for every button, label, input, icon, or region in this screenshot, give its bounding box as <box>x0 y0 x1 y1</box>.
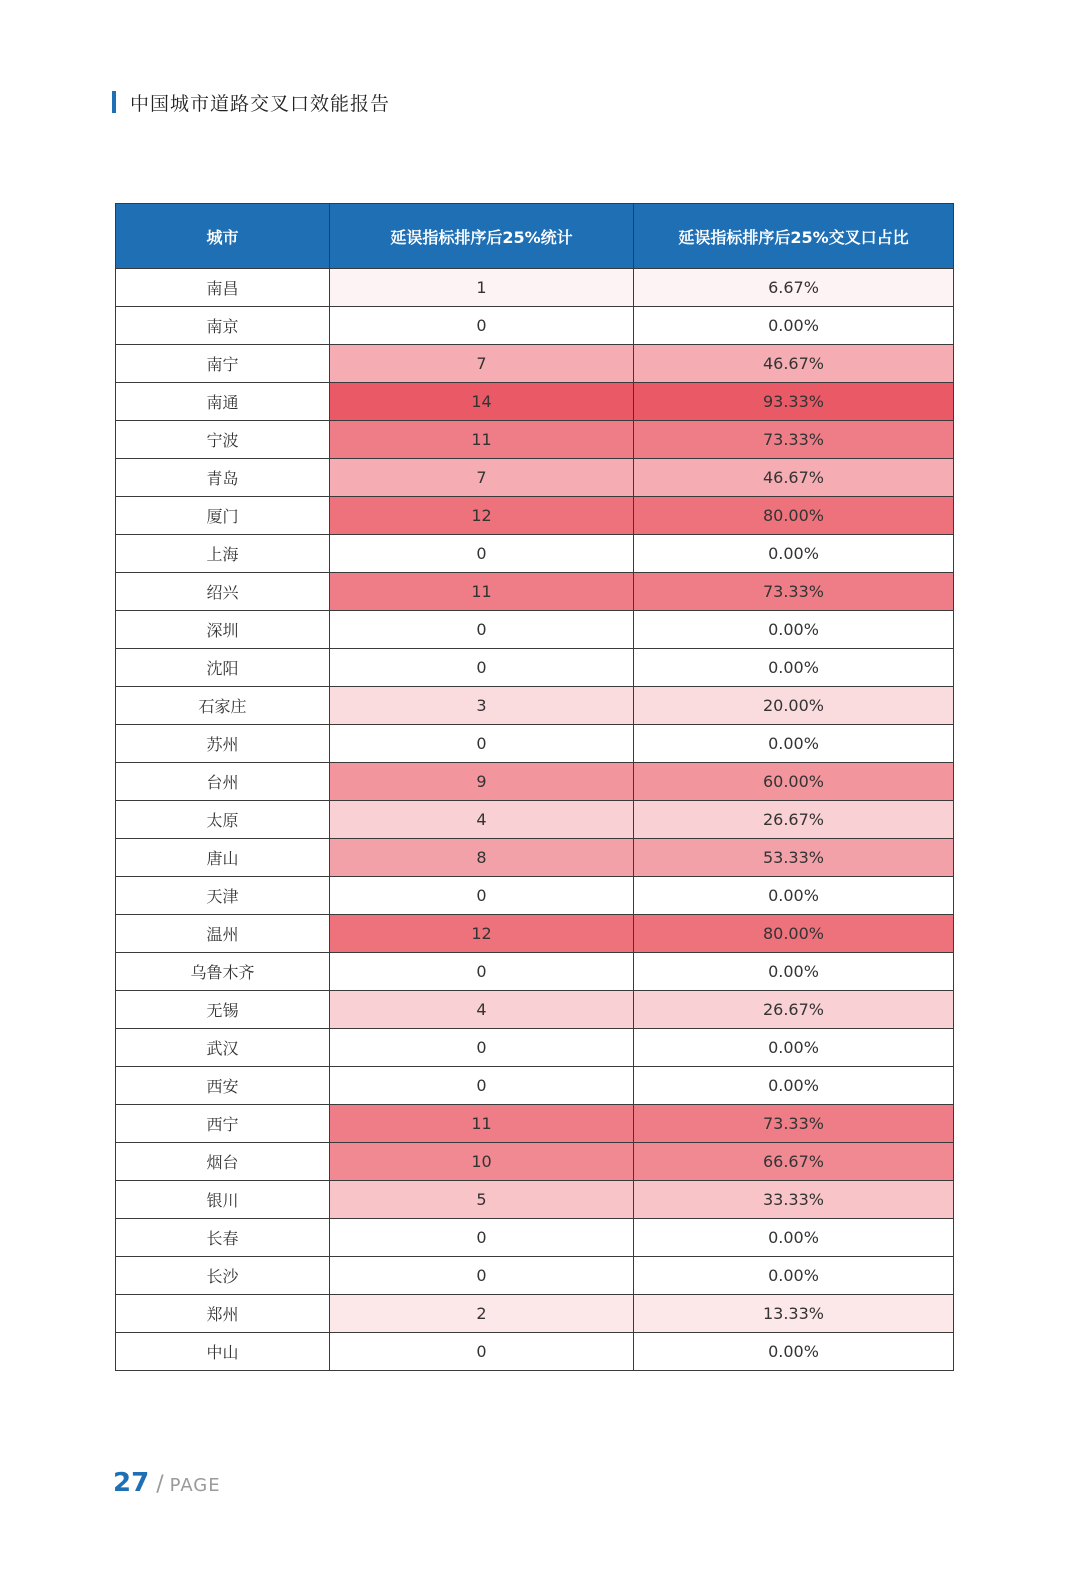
city-cell: 唐山 <box>116 839 330 877</box>
table-row <box>116 1143 954 1181</box>
city-cell: 长春 <box>116 1219 330 1257</box>
ratio-cell: 60.00% <box>634 763 954 801</box>
ratio-cell: 0.00% <box>634 953 954 991</box>
count-cell: 9 <box>330 763 634 801</box>
table-row <box>116 1029 954 1067</box>
delay-stats-table <box>115 203 954 1371</box>
count-cell: 1 <box>330 269 634 307</box>
city-cell: 南宁 <box>116 345 330 383</box>
table-row <box>116 1295 954 1333</box>
count-cell: 11 <box>330 421 634 459</box>
count-cell: 3 <box>330 687 634 725</box>
city-cell: 宁波 <box>116 421 330 459</box>
table-row <box>116 383 954 421</box>
table-row <box>116 307 954 345</box>
city-cell: 西安 <box>116 1067 330 1105</box>
table-row <box>116 1333 954 1371</box>
ratio-cell: 0.00% <box>634 1257 954 1295</box>
table-row <box>116 497 954 535</box>
count-cell: 8 <box>330 839 634 877</box>
count-cell: 12 <box>330 915 634 953</box>
city-cell: 中山 <box>116 1333 330 1371</box>
ratio-cell: 0.00% <box>634 725 954 763</box>
table-row <box>116 839 954 877</box>
ratio-cell: 93.33% <box>634 383 954 421</box>
city-cell: 天津 <box>116 877 330 915</box>
ratio-cell: 6.67% <box>634 269 954 307</box>
ratio-cell: 0.00% <box>634 1219 954 1257</box>
city-cell: 武汉 <box>116 1029 330 1067</box>
header-count: 延误指标排序后25%统计 <box>330 204 634 269</box>
ratio-cell: 0.00% <box>634 1333 954 1371</box>
count-cell: 7 <box>330 345 634 383</box>
count-cell: 2 <box>330 1295 634 1333</box>
table-row <box>116 991 954 1029</box>
city-cell: 无锡 <box>116 991 330 1029</box>
city-cell: 烟台 <box>116 1143 330 1181</box>
report-title: 中国城市道路交叉口效能报告 <box>130 92 391 115</box>
table-body <box>116 269 954 1371</box>
city-cell: 太原 <box>116 801 330 839</box>
city-cell: 石家庄 <box>116 687 330 725</box>
city-cell: 郑州 <box>116 1295 330 1333</box>
ratio-cell: 0.00% <box>634 535 954 573</box>
ratio-cell: 53.33% <box>634 839 954 877</box>
table-row <box>116 535 954 573</box>
ratio-cell: 80.00% <box>634 497 954 535</box>
city-cell: 银川 <box>116 1181 330 1219</box>
count-cell: 0 <box>330 1067 634 1105</box>
city-cell: 南京 <box>116 307 330 345</box>
city-cell: 深圳 <box>116 611 330 649</box>
page-header <box>112 90 390 114</box>
count-cell: 10 <box>330 1143 634 1181</box>
count-cell: 0 <box>330 1333 634 1371</box>
city-cell: 绍兴 <box>116 573 330 611</box>
count-cell: 7 <box>330 459 634 497</box>
ratio-cell: 73.33% <box>634 421 954 459</box>
city-cell: 厦门 <box>116 497 330 535</box>
city-cell: 沈阳 <box>116 649 330 687</box>
header-ratio: 延误指标排序后25%交叉口占比 <box>634 204 954 269</box>
page-footer <box>113 1468 221 1498</box>
table-row <box>116 1257 954 1295</box>
ratio-cell: 66.67% <box>634 1143 954 1181</box>
count-cell: 0 <box>330 1029 634 1067</box>
ratio-cell: 0.00% <box>634 649 954 687</box>
count-cell: 0 <box>330 725 634 763</box>
table-row <box>116 1105 954 1143</box>
city-cell: 长沙 <box>116 1257 330 1295</box>
table-row <box>116 1067 954 1105</box>
city-cell: 南昌 <box>116 269 330 307</box>
city-cell: 西宁 <box>116 1105 330 1143</box>
ratio-cell: 26.67% <box>634 801 954 839</box>
ratio-cell: 0.00% <box>634 1029 954 1067</box>
table-row <box>116 345 954 383</box>
table-row <box>116 877 954 915</box>
ratio-cell: 73.33% <box>634 573 954 611</box>
ratio-cell: 0.00% <box>634 611 954 649</box>
city-cell: 温州 <box>116 915 330 953</box>
count-cell: 14 <box>330 383 634 421</box>
page-separator: / <box>156 1472 164 1497</box>
ratio-cell: 13.33% <box>634 1295 954 1333</box>
header-accent-bar <box>112 91 116 113</box>
table-row <box>116 611 954 649</box>
city-cell: 上海 <box>116 535 330 573</box>
table-row <box>116 725 954 763</box>
ratio-cell: 46.67% <box>634 345 954 383</box>
table-row <box>116 573 954 611</box>
count-cell: 0 <box>330 649 634 687</box>
city-cell: 台州 <box>116 763 330 801</box>
city-cell: 青岛 <box>116 459 330 497</box>
page-number: 27 <box>113 1468 150 1498</box>
count-cell: 0 <box>330 1257 634 1295</box>
table-header-row <box>116 204 954 269</box>
ratio-cell: 26.67% <box>634 991 954 1029</box>
table-row <box>116 953 954 991</box>
header-city: 城市 <box>116 204 330 269</box>
count-cell: 0 <box>330 611 634 649</box>
table-row <box>116 1181 954 1219</box>
ratio-cell: 33.33% <box>634 1181 954 1219</box>
ratio-cell: 46.67% <box>634 459 954 497</box>
count-cell: 4 <box>330 801 634 839</box>
count-cell: 12 <box>330 497 634 535</box>
ratio-cell: 20.00% <box>634 687 954 725</box>
count-cell: 5 <box>330 1181 634 1219</box>
ratio-cell: 0.00% <box>634 307 954 345</box>
table-row <box>116 763 954 801</box>
count-cell: 0 <box>330 953 634 991</box>
count-cell: 4 <box>330 991 634 1029</box>
count-cell: 11 <box>330 573 634 611</box>
ratio-cell: 0.00% <box>634 1067 954 1105</box>
count-cell: 0 <box>330 877 634 915</box>
city-cell: 南通 <box>116 383 330 421</box>
table-row <box>116 687 954 725</box>
count-cell: 0 <box>330 535 634 573</box>
count-cell: 11 <box>330 1105 634 1143</box>
count-cell: 0 <box>330 1219 634 1257</box>
ratio-cell: 73.33% <box>634 1105 954 1143</box>
table-row <box>116 801 954 839</box>
table-row <box>116 915 954 953</box>
city-cell: 苏州 <box>116 725 330 763</box>
table-row <box>116 421 954 459</box>
city-cell: 乌鲁木齐 <box>116 953 330 991</box>
table-row <box>116 1219 954 1257</box>
table-row <box>116 459 954 497</box>
table-row <box>116 269 954 307</box>
ratio-cell: 0.00% <box>634 877 954 915</box>
table-row <box>116 649 954 687</box>
ratio-cell: 80.00% <box>634 915 954 953</box>
page-label: PAGE <box>169 1475 221 1496</box>
count-cell: 0 <box>330 307 634 345</box>
